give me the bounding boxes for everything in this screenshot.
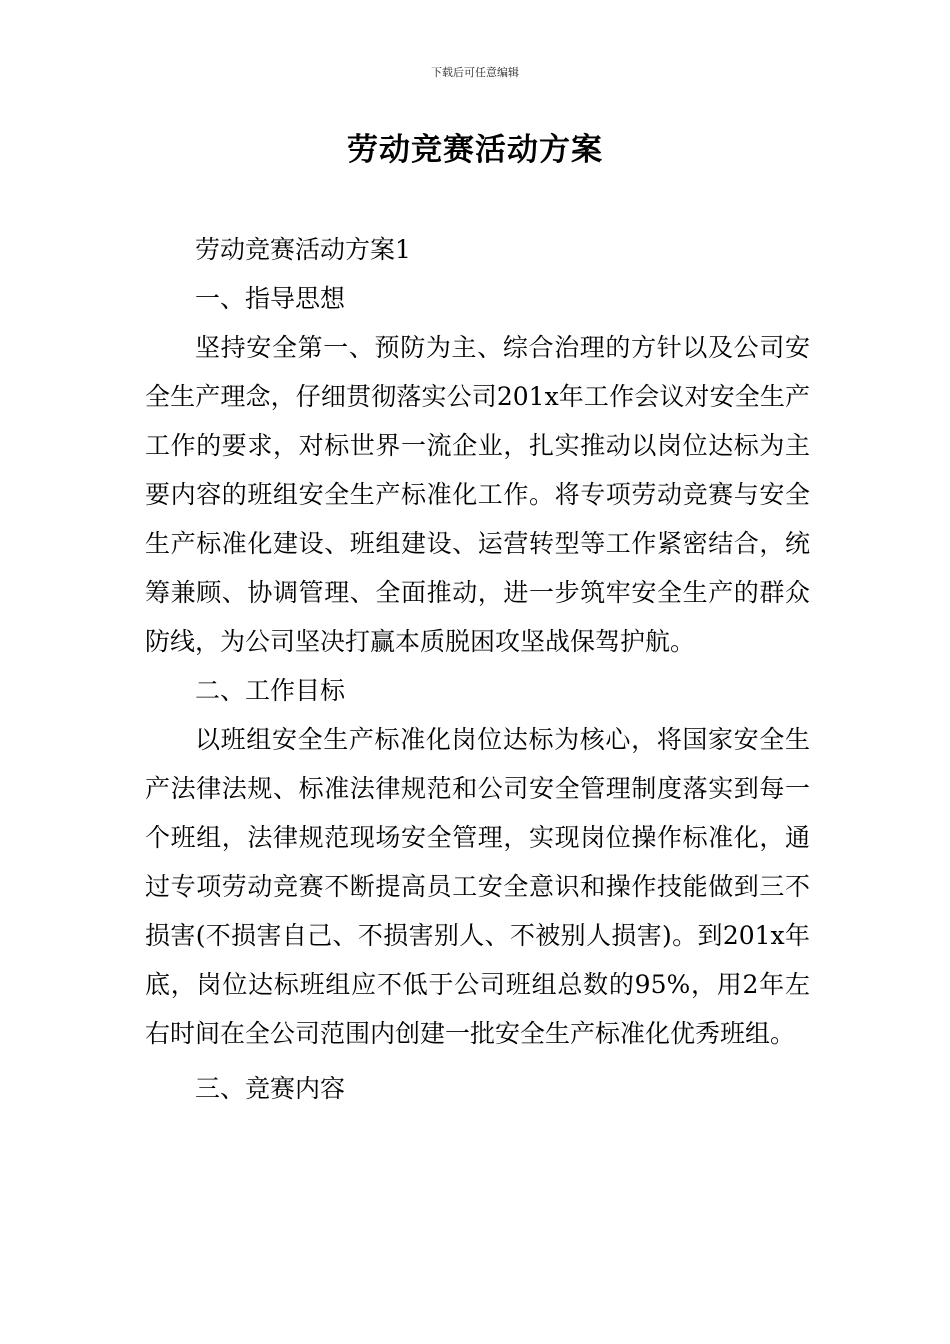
document-subtitle: 劳动竞赛活动方案1	[195, 235, 411, 264]
document-title: 劳动竞赛活动方案	[347, 132, 603, 168]
section-heading-work-goals: 二、工作目标	[195, 676, 346, 705]
paragraph-work-goals: 以班组安全生产标准化岗位达标为核心，将国家安全生产法律法规、标准法律规范和公司安全管理制度落实到每一个班组，法律规范现场安全管理，实现岗位操作标准化，通过专项劳动竞赛不断提高员工安全意识和操作技能做到三不损害(不损害自己、不损害别人、不被别人损害)。到201x年底，岗位达标班组应不低于公司班组总数的95%，用2年左右时间在全公司范围内创建一批安全生产标准化优秀班组。	[145, 725, 810, 1048]
document-body	[145, 225, 810, 1113]
section-heading-competition-content: 三、竞赛内容	[195, 1074, 346, 1103]
download-note: 下载后可任意编辑	[431, 66, 519, 79]
section-heading-guiding-thought: 一、指导思想	[195, 284, 346, 313]
paragraph-guiding-thought: 坚持安全第一、预防为主、综合治理的方针以及公司安全生产理念，仔细贯彻落实公司201x年工作会议对安全生产工作的要求，对标世界一流企业，扎实推动以岗位达标为主要内容的班组安全生产标准化工作。将专项劳动竞赛与安全生产标准化建设、班组建设、运营转型等工作紧密结合，统筹兼顾、协调管理、全面推动，进一步筑牢安全生产的群众防线，为公司坚决打赢本质脱困攻坚战保驾护航。	[145, 333, 810, 656]
